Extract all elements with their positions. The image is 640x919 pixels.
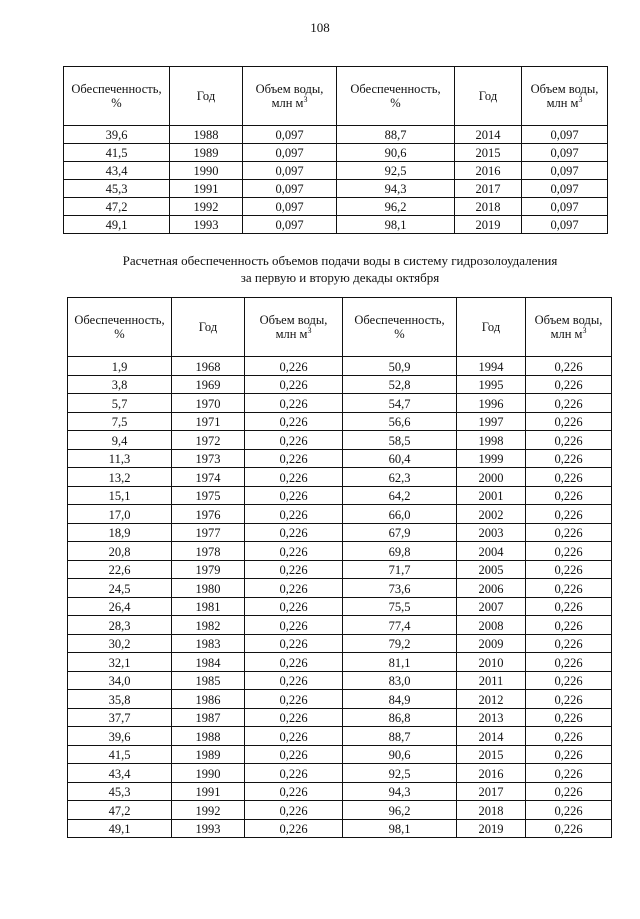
volume-cell: 0,226 [245,764,343,783]
supply-cell: 13,2 [68,468,172,487]
caption-line-2: за первую и вторую декады октября [240,270,440,285]
table-row [68,560,612,579]
year-cell: 1973 [172,449,245,468]
table-row [68,782,612,801]
year-cell: 2014 [455,126,522,144]
volume-cell: 0,226 [245,671,343,690]
year-cell: 1993 [172,819,245,838]
supply-cell: 11,3 [68,449,172,468]
table-row [68,375,612,394]
volume-cell: 0,226 [526,468,612,487]
supply-cell: 90,6 [337,144,455,162]
volume-cell: 0,226 [245,634,343,653]
volume-cell: 0,226 [245,375,343,394]
year-cell: 2002 [457,505,526,524]
supply-cell: 37,7 [68,708,172,727]
volume-cell: 0,226 [526,449,612,468]
table-row [68,505,612,524]
year-cell: 1976 [172,505,245,524]
header-volume: Объем воды, млн $м^3$ [243,67,337,126]
supply-cell: 54,7 [343,394,457,413]
year-cell: 1981 [172,597,245,616]
year-cell: 2013 [457,708,526,727]
year-cell: 2005 [457,560,526,579]
volume-cell: 0,226 [245,727,343,746]
volume-cell: 0,226 [526,634,612,653]
volume-cell: 0,097 [522,180,608,198]
volume-cell: 0,226 [526,671,612,690]
header-supply: Обеспеченность, % [343,298,457,357]
supply-cell: 7,5 [68,412,172,431]
supply-cell: 47,2 [68,801,172,820]
supply-cell: 22,6 [68,560,172,579]
volume-cell: 0,226 [245,449,343,468]
year-cell: 1992 [172,801,245,820]
year-cell: 1983 [172,634,245,653]
table-row [68,394,612,413]
volume-cell: 0,226 [245,505,343,524]
year-cell: 2018 [455,198,522,216]
year-cell: 1968 [172,357,245,376]
volume-cell: 0,226 [526,505,612,524]
supply-cell: 71,7 [343,560,457,579]
volume-cell: 0,226 [526,690,612,709]
supply-cell: 26,4 [68,597,172,616]
table-row [68,431,612,450]
year-cell: 1986 [172,690,245,709]
volume-cell: 0,226 [526,782,612,801]
table-row [68,653,612,672]
table-row [68,412,612,431]
supply-cell: 58,5 [343,431,457,450]
supply-cell: 75,5 [343,597,457,616]
supply-cell: 94,3 [343,782,457,801]
year-cell: 2014 [457,727,526,746]
header-year: Год [170,67,243,126]
supply-cell: 34,0 [68,671,172,690]
supply-cell: 92,5 [337,162,455,180]
header-year: Год [455,67,522,126]
header-year: Год [457,298,526,357]
volume-cell: 0,226 [245,357,343,376]
volume-cell: 0,226 [526,597,612,616]
volume-cell: 0,226 [526,819,612,838]
volume-cell: 0,226 [526,653,612,672]
supply-cell: 66,0 [343,505,457,524]
year-cell: 2001 [457,486,526,505]
volume-cell: 0,226 [245,560,343,579]
year-cell: 2006 [457,579,526,598]
supply-cell: 47,2 [64,198,170,216]
supply-cell: 77,4 [343,616,457,635]
table-row [68,671,612,690]
volume-cell: 0,226 [526,579,612,598]
year-cell: 1988 [172,727,245,746]
year-cell: 1985 [172,671,245,690]
supply-cell: 9,4 [68,431,172,450]
supply-cell: 94,3 [337,180,455,198]
year-cell: 1978 [172,542,245,561]
volume-cell: 0,226 [526,431,612,450]
supply-cell: 32,1 [68,653,172,672]
header-year: Год [172,298,245,357]
supply-cell: 45,3 [64,180,170,198]
supply-cell: 96,2 [337,198,455,216]
volume-cell: 0,226 [526,394,612,413]
table-row [64,126,608,144]
year-cell: 1992 [170,198,243,216]
volume-cell: 0,097 [243,144,337,162]
table-header-row [68,298,612,357]
table-row [68,597,612,616]
volume-cell: 0,226 [526,412,612,431]
year-cell: 2019 [457,819,526,838]
table-row [64,198,608,216]
volume-cell: 0,226 [245,782,343,801]
supply-cell: 49,1 [64,216,170,234]
supply-cell: 90,6 [343,745,457,764]
supply-cell: 41,5 [68,745,172,764]
volume-cell: 0,097 [522,198,608,216]
volume-cell: 0,097 [522,144,608,162]
table-row [68,745,612,764]
table-row [68,764,612,783]
table-row [64,162,608,180]
volume-cell: 0,226 [245,597,343,616]
supply-cell: 62,3 [343,468,457,487]
year-cell: 2019 [455,216,522,234]
table-row [64,144,608,162]
volume-cell: 0,226 [245,801,343,820]
year-cell: 1990 [170,162,243,180]
year-cell: 1971 [172,412,245,431]
table-row [68,634,612,653]
volume-cell: 0,097 [522,216,608,234]
supply-cell: 98,1 [337,216,455,234]
volume-cell: 0,226 [526,486,612,505]
volume-cell: 0,226 [526,375,612,394]
volume-cell: 0,226 [526,542,612,561]
year-cell: 2007 [457,597,526,616]
volume-cell: 0,097 [243,180,337,198]
year-cell: 1996 [457,394,526,413]
year-cell: 2011 [457,671,526,690]
supply-cell: 83,0 [343,671,457,690]
table-row [68,486,612,505]
volume-cell: 0,226 [245,690,343,709]
table-row [64,216,608,234]
supply-cell: 79,2 [343,634,457,653]
year-cell: 1975 [172,486,245,505]
year-cell: 1989 [170,144,243,162]
volume-cell: 0,226 [245,431,343,450]
year-cell: 2017 [455,180,522,198]
volume-cell: 0,097 [243,162,337,180]
supply-cell: 3,8 [68,375,172,394]
volume-cell: 0,226 [245,616,343,635]
supply-cell: 84,9 [343,690,457,709]
year-cell: 1993 [170,216,243,234]
volume-cell: 0,226 [245,523,343,542]
supply-cell: 1,9 [68,357,172,376]
year-cell: 1991 [172,782,245,801]
table-row [68,357,612,376]
year-cell: 1982 [172,616,245,635]
header-volume: Объем воды, млн $м^3$ [526,298,612,357]
supply-cell: 15,1 [68,486,172,505]
volume-cell: 0,097 [522,126,608,144]
supply-cell: 30,2 [68,634,172,653]
year-cell: 1970 [172,394,245,413]
volume-cell: 0,226 [526,523,612,542]
year-cell: 2017 [457,782,526,801]
year-cell: 1977 [172,523,245,542]
year-cell: 2004 [457,542,526,561]
volume-cell: 0,226 [245,708,343,727]
table-row [68,727,612,746]
table-row [68,708,612,727]
volume-cell: 0,226 [526,357,612,376]
supply-cell: 56,6 [343,412,457,431]
supply-cell: 49,1 [68,819,172,838]
year-cell: 1990 [172,764,245,783]
year-cell: 1984 [172,653,245,672]
supply-cell: 43,4 [64,162,170,180]
volume-cell: 0,226 [526,801,612,820]
table-row [68,616,612,635]
supply-cell: 20,8 [68,542,172,561]
year-cell: 2015 [455,144,522,162]
volume-cell: 0,226 [526,745,612,764]
year-cell: 2016 [457,764,526,783]
table-row [64,180,608,198]
supply-cell: 39,6 [64,126,170,144]
volume-cell: 0,226 [526,708,612,727]
table-row [68,468,612,487]
volume-cell: 0,226 [245,579,343,598]
supply-cell: 92,5 [343,764,457,783]
supply-cell: 60,4 [343,449,457,468]
table-row [68,801,612,820]
header-supply: Обеспеченность, % [337,67,455,126]
year-cell: 2015 [457,745,526,764]
supply-cell: 64,2 [343,486,457,505]
year-cell: 1989 [172,745,245,764]
volume-cell: 0,226 [245,745,343,764]
page-number: 108 [310,20,330,35]
year-cell: 1997 [457,412,526,431]
supply-table-1 [63,66,608,234]
supply-cell: 39,6 [68,727,172,746]
supply-cell: 86,8 [343,708,457,727]
supply-cell: 41,5 [64,144,170,162]
year-cell: 1998 [457,431,526,450]
supply-cell: 5,7 [68,394,172,413]
year-cell: 2012 [457,690,526,709]
year-cell: 1988 [170,126,243,144]
supply-cell: 98,1 [343,819,457,838]
volume-cell: 0,226 [526,560,612,579]
year-cell: 2018 [457,801,526,820]
supply-cell: 96,2 [343,801,457,820]
volume-cell: 0,226 [245,819,343,838]
header-supply: Обеспеченность, % [68,298,172,357]
volume-cell: 0,226 [245,468,343,487]
supply-table-2 [67,297,612,838]
year-cell: 2016 [455,162,522,180]
table-row [68,579,612,598]
volume-cell: 0,226 [245,412,343,431]
supply-cell: 67,9 [343,523,457,542]
supply-cell: 73,6 [343,579,457,598]
supply-cell: 45,3 [68,782,172,801]
supply-cell: 88,7 [343,727,457,746]
supply-cell: 81,1 [343,653,457,672]
year-cell: 1980 [172,579,245,598]
supply-cell: 52,8 [343,375,457,394]
year-cell: 1999 [457,449,526,468]
volume-cell: 0,097 [243,198,337,216]
year-cell: 1994 [457,357,526,376]
volume-cell: 0,226 [245,486,343,505]
year-cell: 1991 [170,180,243,198]
header-supply: Обеспеченность, % [64,67,170,126]
volume-cell: 0,226 [526,764,612,783]
header-volume: Объем воды, млн $м^3$ [245,298,343,357]
supply-cell: 43,4 [68,764,172,783]
volume-cell: 0,226 [526,616,612,635]
volume-cell: 0,097 [522,162,608,180]
year-cell: 1987 [172,708,245,727]
table-row [68,690,612,709]
supply-cell: 28,3 [68,616,172,635]
supply-cell: 17,0 [68,505,172,524]
year-cell: 2009 [457,634,526,653]
supply-cell: 24,5 [68,579,172,598]
year-cell: 2010 [457,653,526,672]
volume-cell: 0,097 [243,126,337,144]
supply-cell: 69,8 [343,542,457,561]
supply-cell: 50,9 [343,357,457,376]
header-volume: Объем воды, млн $м^3$ [522,67,608,126]
volume-cell: 0,226 [245,542,343,561]
caption-line-1: Расчетная обеспеченность объемов подачи воды в систему гидрозолоудаления [122,253,558,268]
year-cell: 1974 [172,468,245,487]
table-caption [0,252,640,286]
table-row [68,542,612,561]
table-row [68,449,612,468]
year-cell: 1969 [172,375,245,394]
volume-cell: 0,226 [245,394,343,413]
table-row [68,819,612,838]
table-header-row [64,67,608,126]
year-cell: 1972 [172,431,245,450]
year-cell: 1995 [457,375,526,394]
year-cell: 2003 [457,523,526,542]
year-cell: 2000 [457,468,526,487]
supply-cell: 88,7 [337,126,455,144]
supply-cell: 35,8 [68,690,172,709]
supply-cell: 18,9 [68,523,172,542]
year-cell: 2008 [457,616,526,635]
table-row [68,523,612,542]
year-cell: 1979 [172,560,245,579]
volume-cell: 0,097 [243,216,337,234]
volume-cell: 0,226 [526,727,612,746]
volume-cell: 0,226 [245,653,343,672]
